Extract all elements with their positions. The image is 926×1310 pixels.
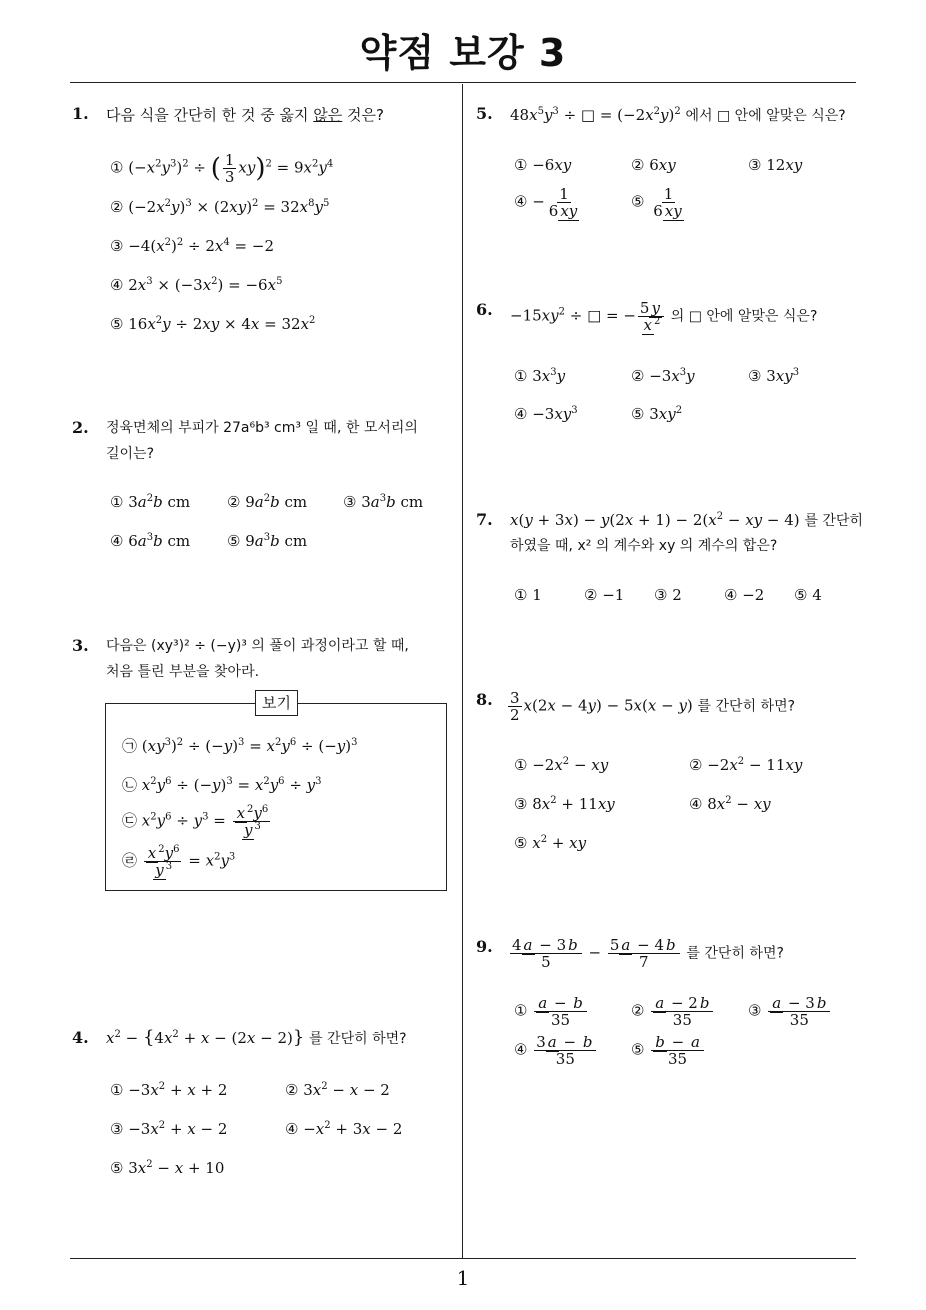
choice-5[interactable]: ⑤ $x^2$ + xy: [514, 834, 587, 852]
choice-2[interactable]: ② $\frac{a - 2 b}{35}$: [631, 995, 715, 1028]
question-text: $\frac{3}{2}$ x(2x − 4y) − 5x(x − y) 를 간단히 하면?: [510, 689, 796, 724]
choice-4[interactable]: ④ $\frac{3 a - b}{35}$: [514, 1034, 598, 1067]
choice-1[interactable]: ① $-3x^2 + x + 2$: [110, 1081, 228, 1099]
choice-5[interactable]: ⑤ $\frac{b - a}{35}$: [631, 1034, 706, 1067]
choice-4[interactable]: ④ −2: [724, 586, 765, 604]
choice-2[interactable]: ② −1: [584, 586, 625, 604]
choice-2[interactable]: ② $9a^2b$ cm: [227, 493, 308, 511]
column-divider: [462, 84, 463, 1258]
choice-3[interactable]: ③ $8x^2 + 11xy$: [514, 795, 615, 813]
choice-3[interactable]: ③ $-4(x^2)^2 \div 2x^4 = -2$: [110, 237, 274, 255]
choice-5[interactable]: ⑤ 4: [794, 586, 822, 604]
choice-2[interactable]: ② $-3x^3y$: [631, 367, 695, 385]
choice-5[interactable]: ⑤ $16x^2y \div 2xy \times 4x = 32x^2$: [110, 315, 316, 333]
question-number: 1.: [72, 104, 89, 123]
choice-5[interactable]: ⑤ $3xy^2$: [631, 405, 683, 423]
question-text-line1: 다음은 (xy³)² ÷ (−y)³ 의 풀이 과정이라고 할 때,: [106, 638, 409, 654]
step-3[interactable]: ㉢ $x^2y^6 \div y^3$ = $\frac{x ^2y^6}{y ^3}$: [122, 804, 269, 839]
question-number: 7.: [476, 510, 493, 529]
question-text: $x^2 - \{4x^2 + x - (2x - 2)\}$ 를 간단히 하면?: [106, 1027, 407, 1048]
choice-3[interactable]: ③ $-3x^2 + x - 2$: [110, 1120, 228, 1138]
question-text: $\frac{4 a - 3 b}{5}$ − $\frac{5 a - 4 b}{7}$ 를 간단히 하면?: [512, 936, 784, 971]
choice-5[interactable]: ⑤ $3x^2 - x + 10$: [110, 1159, 225, 1177]
question-text-line1: 정육면체의 부피가 27a⁶b³ cm³ 일 때, 한 모서리의: [106, 420, 418, 436]
question-number: 4.: [72, 1028, 89, 1047]
choice-4[interactable]: ④ $2x^3 \times (-3x^2) = -6x^5$: [110, 276, 283, 294]
choice-5[interactable]: ⑤ $\frac{1}{6 xy}$: [631, 185, 682, 220]
top-divider: [70, 82, 856, 83]
choice-3[interactable]: ③ 12xy: [748, 156, 803, 174]
choice-4[interactable]: ④ $8x^2$ − xy: [689, 795, 771, 813]
choice-1[interactable]: ① $3x^3y$: [514, 367, 566, 385]
step-4[interactable]: ㉣ $\frac{x ^2y^6}{y ^3}$ = $x^2y^3$: [122, 844, 236, 879]
choice-4[interactable]: ④ $-3xy^3$: [514, 405, 578, 423]
question-number: 6.: [476, 300, 493, 319]
step-1[interactable]: ㉠ $(xy^3)^2 \div (-y)^3 = x^2y^6 \div (-y)^3$: [122, 737, 358, 755]
choice-1[interactable]: ① $(-x^2y^3)^2$ ÷ ( $\frac{1}{3}$ $xy)^2 = 9x^2y^4$: [110, 151, 334, 186]
choice-1[interactable]: ① −6xy: [514, 156, 572, 174]
choice-2[interactable]: ② 6xy: [631, 156, 676, 174]
step-2[interactable]: ㉡ $x^2y^6 \div (-y)^3 = x^2y^6 \div y^3$: [122, 776, 322, 794]
choice-3[interactable]: ③ $3a^3b$ cm: [343, 493, 424, 511]
question-number: 9.: [476, 937, 493, 956]
question-text: $-15xy^2$ ÷ □ = − $\frac{5 y}{x ^2}$ 의 □ 안에 알맞은 식은?: [510, 299, 818, 334]
question-number: 8.: [476, 690, 493, 709]
question-text: 다음 식을 간단히 한 것 중 옳지 않은 것은?: [106, 106, 384, 124]
bottom-divider: [70, 1258, 856, 1259]
choice-3[interactable]: ③ $\frac{a - 3 b}{35}$: [748, 995, 832, 1028]
choice-3[interactable]: ③ 2: [654, 586, 682, 604]
question-text-line2: 하였을 때, x² 의 계수와 xy 의 계수의 합은?: [510, 538, 778, 554]
choice-2[interactable]: ② $-2x^2 - 11xy$: [689, 756, 803, 774]
question-text: $48x^5y^3$ ÷ □ = $(-2x^2y)^2$ 에서 □ 안에 알맞은 식은?: [510, 106, 846, 124]
choice-4[interactable]: ④ $6a^3b$ cm: [110, 532, 191, 550]
choice-5[interactable]: ⑤ $9a^3b$ cm: [227, 532, 308, 550]
choice-1[interactable]: ① 1: [514, 586, 542, 604]
choice-3[interactable]: ③ $3xy^3$: [748, 367, 800, 385]
choice-4[interactable]: ④ $-x^2 + 3x - 2$: [285, 1120, 403, 1138]
choice-1[interactable]: ① $3a^2b$ cm: [110, 493, 191, 511]
page-number: 1: [456, 1266, 470, 1290]
choice-2[interactable]: ② $(-2x^2y)^3 \times (2xy)^2 = 32x^8y^5$: [110, 198, 330, 216]
question-text-line2: 처음 틀린 부분을 찾아라.: [106, 664, 260, 680]
question-text-line1: $x(y + 3x) - y(2x + 1) - 2(x^2$ − xy − 4) 를 간단히: [510, 511, 863, 529]
question-number: 5.: [476, 104, 493, 123]
choice-4[interactable]: ④ − $\frac{1}{6 xy}$: [514, 185, 578, 220]
choice-1[interactable]: ① $\frac{a - b}{35}$: [514, 995, 589, 1028]
question-text-line2: 길이는?: [106, 446, 155, 462]
question-number: 3.: [72, 636, 89, 655]
choice-2[interactable]: ② $3x^2 - x - 2$: [285, 1081, 390, 1099]
choice-1[interactable]: ① $-2x^2$ − xy: [514, 756, 609, 774]
question-number: 2.: [72, 418, 89, 437]
page-title: 약점 보강 3: [359, 31, 567, 75]
example-box-label: 보기: [255, 690, 298, 716]
